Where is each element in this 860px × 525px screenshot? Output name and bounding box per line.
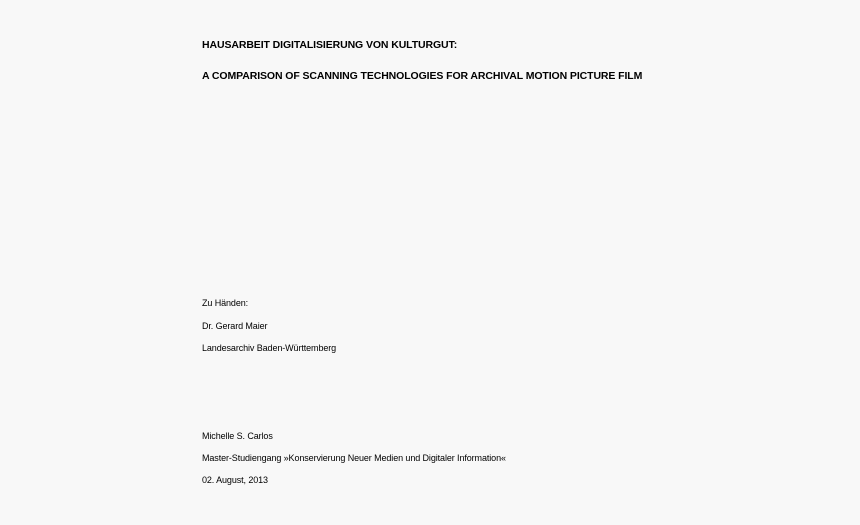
- author-name: Michelle S. Carlos: [202, 431, 273, 441]
- recipient-label: Zu Händen:: [202, 298, 249, 308]
- submission-date: 02. August, 2013: [202, 475, 268, 485]
- recipient-name: Dr. Gerard Maier: [202, 321, 268, 331]
- author-program: Master-Studiengang »Konservierung Neuer Medien und Digitaler Information«: [202, 453, 506, 463]
- recipient-institution: Landesarchiv Baden-Württemberg: [202, 343, 337, 353]
- title-line-1: HAUSARBEIT DIGITALISIERUNG VON KULTURGUT:: [202, 39, 458, 51]
- title-line-2: A COMPARISON OF SCANNING TECHNOLOGIES FOR ARCHIVAL MOTION PICTURE FILM: [202, 70, 643, 82]
